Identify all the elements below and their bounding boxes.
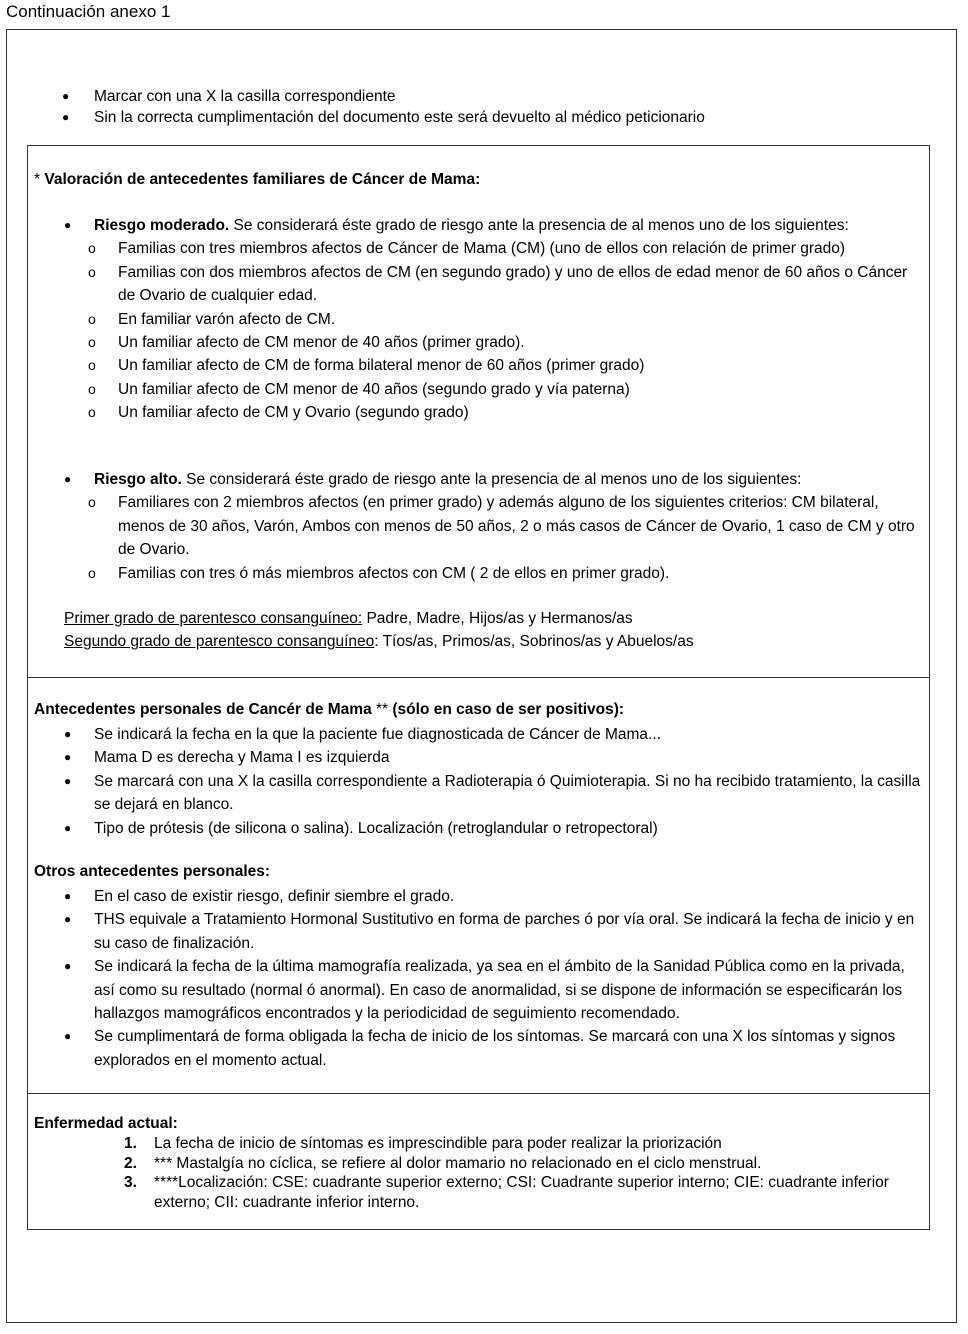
item-number: 2.: [124, 1154, 137, 1172]
high-risk-label: Riesgo alto.: [94, 471, 182, 488]
list-item: ● THS equivale a Tratamiento Hormonal Sustitutivo en forma de parches ó por vía oral. Se indicará la fecha de inicio y en su caso de finalización.: [64, 908, 923, 955]
bullet-icon: ●: [64, 820, 72, 835]
list-item: ● Se indicará la fecha de la última mamografía realizada, ya sea en el ámbito de la Sanidad Pública como en la privada, así como su resultado (normal ó anormal). En caso de anormalidad, si se dispone de información se especificarán los hallazgos mamográficos encontrados y la periodicidad de seguimiento recomendado.: [64, 955, 923, 1025]
item-number: 1.: [124, 1135, 137, 1152]
list-item: [56, 86, 705, 107]
bullet-icon: ●: [64, 1029, 72, 1044]
list-item: o Familias con tres miembros afectos de Cáncer de Mama (CM) (uno de ellos con relación de primer grado): [28, 237, 923, 260]
bullet-icon: ●: [64, 727, 72, 741]
circle-bullet-icon: o: [88, 310, 96, 327]
bullet-icon: ●: [64, 218, 72, 232]
bullet-icon: ●: [64, 959, 72, 974]
second-degree-definition: Segundo grado de parentesco consanguíneo: Tíos/as, Primos/as, Sobrinos/as y Abuelos/as: [64, 633, 694, 650]
list-item: [56, 107, 705, 128]
high-risk-text: Se considerará éste grado de riesgo ante la presencia de al menos uno de los siguientes:: [181, 471, 802, 488]
family-history-title: * Valoración de antecedentes familiares de Cáncer de Mama:: [34, 171, 481, 188]
list-item: o Un familiar afecto de CM de forma bilateral menor de 60 años (primer grado): [28, 354, 923, 377]
moderate-risk-label: Riesgo moderado.: [94, 217, 230, 234]
list-item: o Un familiar afecto de CM y Ovario (segundo grado): [28, 401, 923, 424]
circle-bullet-icon: o: [88, 263, 96, 280]
list-item: ● Se marcará con una X la casilla correspondiente a Radioterapia ó Quimioterapia. Si no ha recibido tratamiento, la casilla se dejará en blanco.: [64, 770, 923, 817]
list-item: o Familiares con 2 miembros afectos (en primer grado) y además alguno de los siguientes criterios: CM bilateral, menos de 30 años, Varón, Ambos con menos de 50 años, 2 o más casos de Cáncer de Ovario, 1 caso de CM y otro de Ovario.: [28, 491, 923, 561]
list-item: o Un familiar afecto de CM menor de 40 años (segundo grado y vía paterna): [28, 378, 923, 401]
current-illness-list: [124, 1134, 909, 1212]
bullet-icon: ●: [64, 472, 72, 486]
list-item: ● En el caso de existir riesgo, definir siembre el grado.: [64, 885, 923, 908]
circle-bullet-icon: o: [88, 494, 96, 511]
intro-bullet-list: [56, 86, 705, 128]
list-item: o Familias con tres ó más miembros afectos con CM ( 2 de ellos en primer grado).: [28, 562, 923, 585]
moderate-risk-block: [64, 214, 923, 425]
page-title: Continuación anexo 1: [6, 2, 171, 21]
other-history-list: [64, 885, 923, 1072]
bullet-text: Sin la correcta cumplimentación del documento este será devuelto al médico peticionario: [94, 109, 705, 126]
bullet-icon: ●: [62, 110, 70, 124]
personal-history-title: Antecedentes personales de Cancér de Mama ** (sólo en caso de ser positivos):: [34, 701, 625, 718]
circle-bullet-icon: o: [88, 240, 96, 257]
current-illness-title: Enfermedad actual:: [34, 1115, 178, 1132]
circle-bullet-icon: o: [88, 334, 96, 351]
list-item: o Un familiar afecto de CM menor de 40 años (primer grado).: [28, 331, 923, 354]
list-item: 1. La fecha de inicio de síntomas es imprescindible para poder realizar la priorización: [124, 1135, 722, 1152]
other-history-title: Otros antecedentes personales:: [34, 863, 271, 880]
list-item: o Familias con dos miembros afectos de CM (en segundo grado) y uno de ellos de edad menor de 60 años o Cáncer de Ovario de cualquier edad.: [28, 261, 923, 308]
bullet-text: Marcar con una X la casilla correspondiente: [94, 88, 396, 105]
bullet-icon: ●: [64, 773, 72, 788]
bullet-icon: ●: [64, 889, 72, 903]
list-item: ● Mama D es derecha y Mama I es izquierda: [64, 746, 923, 769]
circle-bullet-icon: o: [88, 404, 96, 421]
circle-bullet-icon: o: [88, 357, 96, 374]
family-history-section: [27, 145, 930, 678]
personal-history-section: [27, 677, 930, 1094]
bullet-icon: ●: [62, 89, 70, 103]
list-item: ● Se cumplimentará de forma obligada la fecha de inicio de los síntomas. Se marcará con una X los síntomas y signos explorados en el momento actual.: [64, 1025, 923, 1072]
circle-bullet-icon: o: [88, 564, 96, 581]
list-item: o En familiar varón afecto de CM.: [28, 308, 923, 331]
current-illness-section: [27, 1093, 930, 1230]
list-item: ● Se indicará la fecha en la que la paciente fue diagnosticada de Cáncer de Mama...: [64, 723, 923, 746]
item-number: 3.: [124, 1174, 137, 1191]
bullet-icon: ●: [64, 912, 72, 927]
circle-bullet-icon: o: [88, 380, 96, 397]
bullet-icon: ●: [64, 750, 72, 765]
first-degree-definition: Primer grado de parentesco consanguíneo: Padre, Madre, Hijos/as y Hermanos/as: [64, 610, 633, 627]
list-item: ● Tipo de prótesis (de silicona o salina). Localización (retroglandular o retropectoral): [64, 817, 923, 840]
high-risk-block: [64, 468, 923, 585]
personal-history-list: [64, 723, 923, 840]
list-item: 3. ****Localización: CSE: cuadrante superior externo; CSI: Cuadrante superior interno; CIE: cuadrante inferior externo; CII: cuadrante inferior interno.: [124, 1174, 889, 1211]
moderate-risk-text: Se considerará éste grado de riesgo ante la presencia de al menos uno de los siguientes:: [229, 217, 849, 234]
list-item: 2. *** Mastalgía no cíclica, se refiere al dolor mamario no relacionado en el ciclo menstrual.: [124, 1154, 762, 1172]
